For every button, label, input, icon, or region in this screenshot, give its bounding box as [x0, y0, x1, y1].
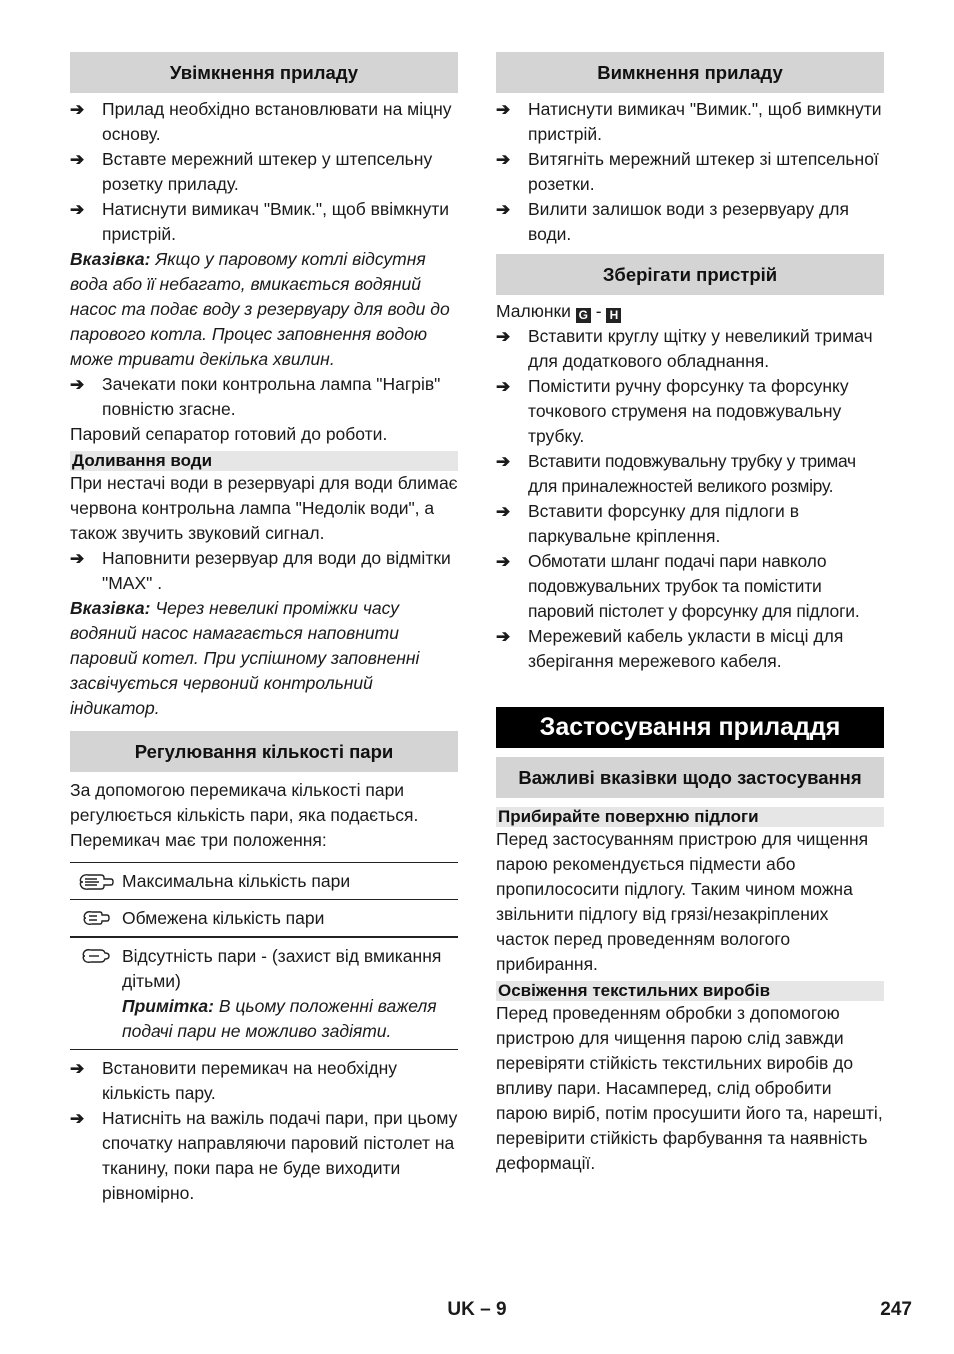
figure-g-badge: G [576, 308, 591, 323]
arrow-icon: ➔ [70, 375, 85, 394]
list-item: ➔ Обмотати шланг подачі пари навколо подовжувальних трубок та помістити паровий пістолет у форсунку для підлоги. [496, 549, 884, 624]
table-row: Максимальна кількість пари [70, 863, 458, 900]
arrow-icon: ➔ [496, 150, 511, 169]
list-item: ➔ Мережевий кабель укласти в місці для зберігання мережевого кабеля. [496, 624, 884, 674]
refill-paragraph: При нестачі води в резервуарі для води блимає червона контрольна лампа "Недолік води", а також звучить звуковий сигнал. [70, 473, 458, 543]
arrow-icon: ➔ [70, 200, 85, 219]
list-item: ➔ Встановити перемикач на необхідну кількість пару. [70, 1056, 458, 1106]
arrow-icon: ➔ [70, 150, 85, 169]
list-item: ➔ Натиснути вимикач "Вмик.", щоб ввімкнути пристрій. [70, 197, 458, 247]
list-item: ➔ Помістити ручну форсунку та форсунку точкового струменя на подовжувальну трубку. [496, 374, 884, 449]
list-item: ➔ Вставте мережний штекер у штепсельну розетку приладу. [70, 147, 458, 197]
reduced-steam-icon [70, 906, 122, 931]
list-item: ➔ Витягніть мережний штекер зі штепсельної розетки. [496, 147, 884, 197]
arrow-icon: ➔ [496, 502, 511, 521]
figures-reference: Малюнки G - H [496, 299, 884, 324]
arrow-icon: ➔ [70, 100, 85, 119]
section-heading-usage-notes: Важливі вказівки щодо застосування [496, 757, 884, 798]
list-item: ➔ Наповнити резервуар для води до відмітки "MAX" . [70, 546, 458, 596]
textile-paragraph: Перед проведенням обробки з допомогою пристрою для чищення парою слід завжди перевіряти стійкість текстильних виробів до впливу пари. Насамперед, слід обробити парою виріб, потім просушити його та, нарешті, перевірити стійкість фарбування та наявність деформації. [496, 1003, 883, 1173]
list-item: ➔ Зачекати поки контрольна лампа "Нагрів" повністю згасне. [70, 372, 458, 422]
table-note: Примітка: В цьому положенні важеля подачі пари не можливо задіяти. [122, 996, 437, 1041]
list-item: ➔ Прилад необхідно встановлювати на міцну основу. [70, 97, 458, 147]
floor-paragraph: Перед застосуванням пристрою для чищення парою рекомендується підмести або пропилососити підлогу. Таким чином можна звільнити підлогу від грязі/незакріплених часток перед проведенням вологого прибирання. [496, 829, 869, 974]
note-paragraph: Вказівка: Якщо у паровому котлі відсутня вода або її небагато, вмикається водяний насос та подає воду з резервуару для води до парового котла. Процес заповнення водою може тривати декілька хвилин. [70, 249, 450, 369]
arrow-icon: ➔ [496, 627, 511, 646]
figure-h-badge: H [606, 308, 621, 323]
arrow-icon: ➔ [70, 1109, 85, 1128]
list-item: ➔ Натисніть на важіль подачі пари, при цьому спочатку направляючи паровий пістолет на тканину, поки пара не буде виходити рівномірно. [70, 1106, 458, 1206]
arrow-icon: ➔ [70, 549, 85, 568]
chapter-title: Застосування приладдя [496, 707, 884, 748]
table-row: Відсутність пари - (захист від вмикання дітьми) Примітка: В цьому положенні важеля подачі пари не можливо задіяти. [70, 937, 458, 1050]
steam-positions-table [70, 862, 458, 1050]
ready-text: Паровий сепаратор готовий до роботи. [70, 424, 388, 444]
arrow-icon: ➔ [496, 552, 511, 571]
list-item: ➔ Вставити форсунку для підлоги в паркувальне кріплення. [496, 499, 884, 549]
arrow-icon: ➔ [496, 377, 511, 396]
right-column [496, 52, 884, 1176]
page-number: 247 [880, 1299, 912, 1320]
list-item: ➔ Вставити круглу щітку у невеликий тримач для додаткового обладнання. [496, 324, 884, 374]
subheading-textiles: Освіження текстильних виробів [496, 981, 884, 1001]
list-item: ➔ Вставити подовжувальну трубку у тримач для приналежностей великого розміру. [496, 449, 884, 499]
section-heading-storage: Зберігати пристрій [496, 254, 884, 295]
section-heading-steam-regulation: Регулювання кількості пари [70, 731, 458, 772]
list-item: ➔ Натиснути вимикач "Вимик.", щоб вимкнути пристрій. [496, 97, 884, 147]
regulation-paragraph: За допомогою перемикача кількості пари регулюється кількість пари, яка подається. Перемикач має три положення: [70, 780, 419, 850]
arrow-icon: ➔ [70, 1059, 85, 1078]
section-heading-switch-off: Вимкнення приладу [496, 52, 884, 93]
table-row: Обмежена кількість пари [70, 900, 458, 937]
section-heading-switch-on: Увімкнення приладу [70, 52, 458, 93]
list-item: ➔ Вилити залишок води з резервуару для води. [496, 197, 884, 247]
no-steam-icon [70, 944, 122, 1044]
arrow-icon: ➔ [496, 452, 511, 471]
subheading-refill: Доливання води [70, 451, 458, 471]
arrow-icon: ➔ [496, 100, 511, 119]
max-steam-icon [70, 869, 122, 894]
arrow-icon: ➔ [496, 200, 511, 219]
note-paragraph: Вказівка: Через невеликі проміжки часу водяний насос намагається наповнити паровий котел. При успішному заповненні засвічується червоний контрольний індикатор. [70, 598, 420, 718]
subheading-floor: Прибирайте поверхню підлоги [496, 807, 884, 827]
arrow-icon: ➔ [496, 327, 511, 346]
section-footer: UK – 9 [447, 1299, 507, 1320]
left-column [70, 52, 458, 1206]
